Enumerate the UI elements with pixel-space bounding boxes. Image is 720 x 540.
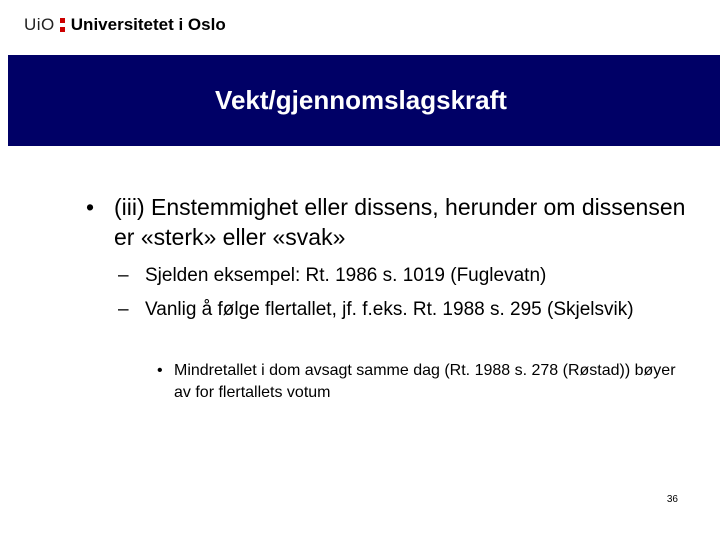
bullet-text: Mindretallet i dom avsagt samme dag (Rt. 1988 s. 278 (Røstad)) bøyer av for flertallets votum — [174, 362, 676, 401]
bullet-level2 — [118, 297, 678, 323]
dash-marker: – — [118, 265, 129, 286]
institution-name: Universitetet i Oslo — [70, 15, 226, 34]
logo-mark: UiO — [24, 15, 55, 34]
bullet-marker: • — [157, 362, 163, 379]
bullet-marker: • — [86, 194, 95, 220]
bullet-text: (iii) Enstemmighet eller dissens, herunder om dissensen er «sterk» eller «svak» — [114, 194, 686, 250]
bullet-level2 — [118, 263, 678, 289]
bullet-text: Sjelden eksempel: Rt. 1986 s. 1019 (Fuglevatn) — [145, 265, 547, 286]
bullet-text: Vanlig å følge flertallet, jf. f.eks. Rt. 1988 s. 295 (Skjelsvik) — [145, 299, 634, 320]
dash-marker: – — [118, 299, 129, 320]
bullet-level1 — [86, 192, 686, 252]
bullet-level3 — [157, 360, 677, 404]
slide-title: Vekt/gjennomslagskraft — [215, 85, 507, 115]
page-number: 36 — [666, 494, 678, 505]
